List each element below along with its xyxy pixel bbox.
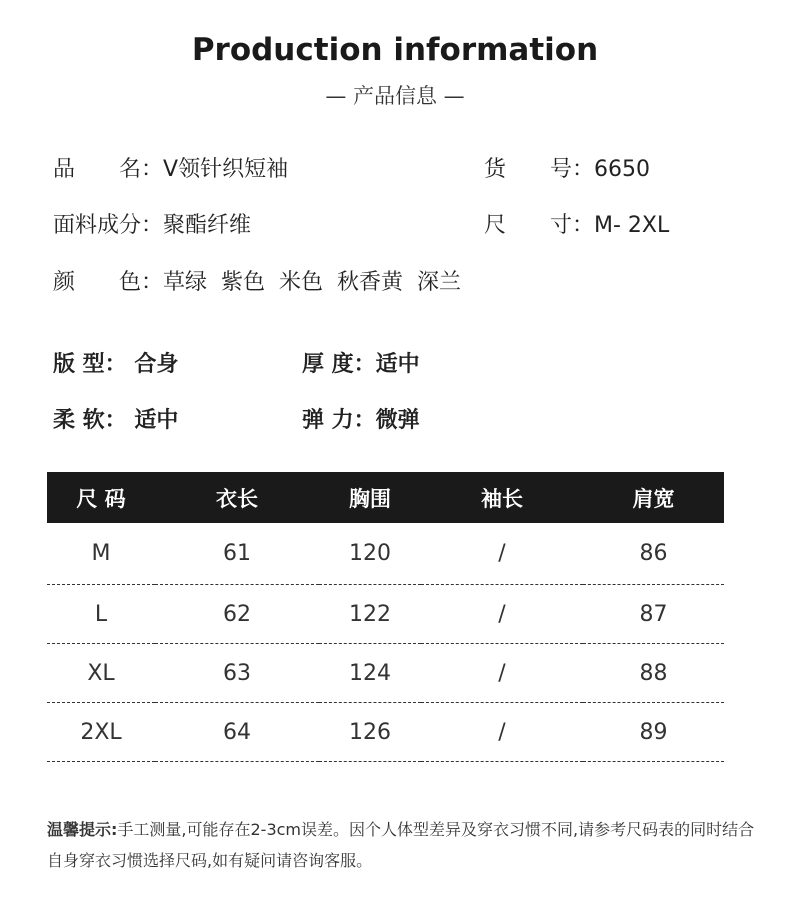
cell-size: XL — [47, 644, 155, 703]
cell-length: 64 — [155, 703, 319, 762]
item-number-label: 货 号： — [484, 157, 595, 182]
cell-sleeve: / — [421, 644, 583, 703]
table-row — [47, 523, 724, 585]
spec-elasticity — [302, 403, 420, 434]
cell-chest: 124 — [319, 644, 421, 703]
cell-sleeve: / — [421, 585, 583, 644]
softness-value: 适中 — [134, 408, 179, 433]
cell-chest: 120 — [319, 523, 421, 585]
cell-sleeve: / — [421, 703, 583, 762]
page-title: Production information — [191, 32, 599, 68]
info-size-range — [484, 208, 669, 239]
note-label: 温馨提示: — [47, 820, 118, 839]
cell-shoulder: 88 — [583, 644, 724, 703]
table-row — [47, 644, 724, 703]
info-item-number — [484, 152, 650, 183]
product-name-label: 品 名： — [53, 157, 164, 182]
elasticity-label: 弹 力： — [302, 408, 376, 433]
item-number-value: 6650 — [594, 157, 651, 182]
fit-value: 合身 — [134, 352, 179, 377]
cell-shoulder: 87 — [583, 585, 724, 644]
size-range-label: 尺 寸： — [484, 213, 595, 238]
fabric-label: 面料成分： — [53, 213, 164, 238]
size-table — [47, 472, 724, 762]
spec-fit — [53, 347, 178, 378]
size-range-value: M- 2XL — [594, 213, 670, 238]
info-colors — [53, 265, 461, 296]
header-shoulder: 肩宽 — [583, 472, 724, 523]
cell-length: 63 — [155, 644, 319, 703]
product-name-value: V领针织短袖 — [163, 157, 289, 182]
size-table-header — [47, 472, 724, 523]
cell-size: L — [47, 585, 155, 644]
header-sleeve: 袖长 — [421, 472, 583, 523]
cell-chest: 126 — [319, 703, 421, 762]
colors-value: 草绿 紫色 米色 秋香黄 深兰 — [163, 270, 461, 295]
cell-shoulder: 89 — [583, 703, 724, 762]
measurement-note — [47, 814, 757, 876]
table-row — [47, 703, 724, 762]
fabric-value: 聚酯纤维 — [163, 213, 252, 238]
cell-sleeve: / — [421, 523, 583, 585]
info-fabric — [53, 208, 251, 239]
header-size: 尺 码 — [47, 472, 155, 523]
note-text: 手工测量,可能存在2-3cm误差。因个人体型差异及穿衣习惯不同,请参考尺码表的同时结合自身穿衣习惯选择尺码,如有疑问请咨询客服。 — [47, 820, 755, 870]
cell-chest: 122 — [319, 585, 421, 644]
cell-shoulder: 86 — [583, 523, 724, 585]
table-row — [47, 585, 724, 644]
thickness-value: 适中 — [375, 352, 420, 377]
cell-length: 62 — [155, 585, 319, 644]
fit-label: 版 型： — [53, 352, 127, 377]
spec-softness — [53, 403, 178, 434]
info-product-name — [53, 152, 288, 183]
softness-label: 柔 软： — [53, 408, 127, 433]
spec-thickness — [302, 347, 420, 378]
cell-size: 2XL — [47, 703, 155, 762]
cell-size: M — [47, 523, 155, 585]
thickness-label: 厚 度： — [302, 352, 376, 377]
cell-length: 61 — [155, 523, 319, 585]
page-subtitle: — 产品信息 — — [325, 84, 465, 108]
header-chest: 胸围 — [319, 472, 421, 523]
header-length: 衣长 — [155, 472, 319, 523]
colors-label: 颜 色： — [53, 270, 164, 295]
elasticity-value: 微弹 — [375, 408, 420, 433]
